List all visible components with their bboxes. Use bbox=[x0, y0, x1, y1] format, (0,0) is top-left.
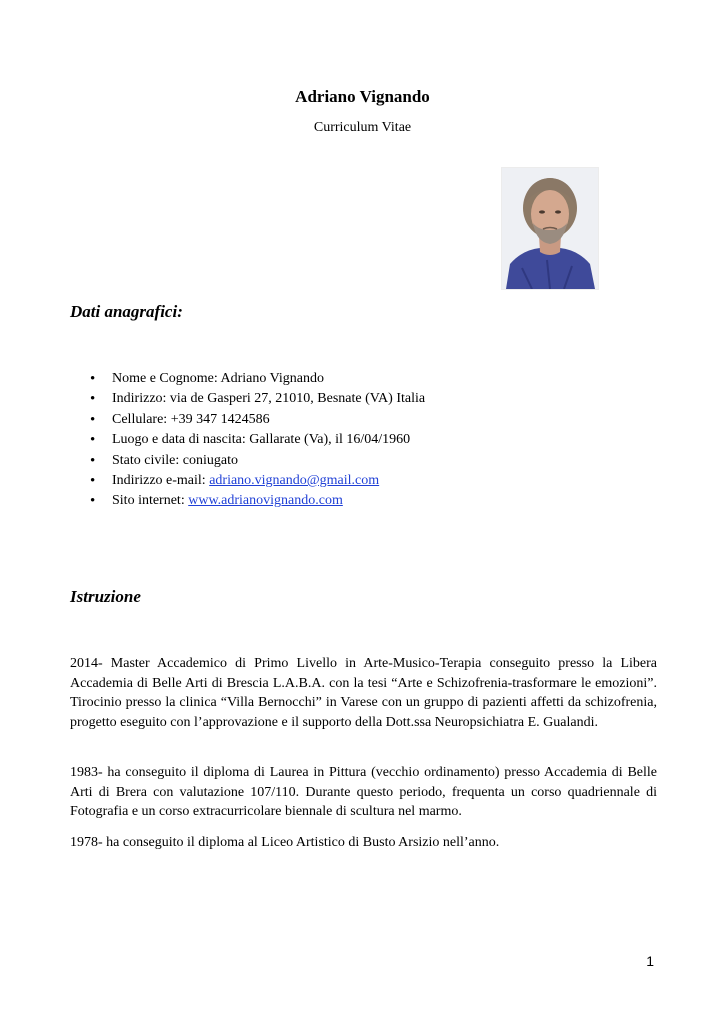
education-entry: 1978- ha conseguito il diploma al Liceo Artistico di Busto Arsizio nell’anno. bbox=[70, 835, 500, 850]
list-item-text: Luogo e data di nascita: Gallarate (Va), il 16/04/1960 bbox=[112, 432, 411, 448]
email-label: Indirizzo e-mail: bbox=[112, 473, 210, 489]
personal-details-list bbox=[70, 369, 425, 512]
list-item bbox=[70, 451, 425, 471]
list-item-text: Stato civile: coniugato bbox=[112, 452, 238, 468]
document-subtitle: Curriculum Vitae bbox=[313, 120, 412, 135]
education-entry: 1983- ha conseguito il diploma di Laurea in Pittura (vecchio ordinamento) presso Accademia di Belle Arti di Brera con valutazione 107/110. Durante questo periodo, frequenta un corso quadriennale di Fotografia e un corso extracurricolare biennale di scultura nel marmo. bbox=[70, 765, 657, 819]
list-item bbox=[70, 410, 425, 430]
page-number: 1 bbox=[646, 953, 654, 969]
document-title: Adriano Vignando bbox=[295, 87, 430, 106]
list-item-text: Nome e Cognome: Adriano Vignando bbox=[112, 371, 324, 386]
website-label: Sito internet: bbox=[112, 493, 189, 509]
section-heading-personal: Dati anagrafici: bbox=[70, 302, 183, 321]
email-link[interactable]: adriano.vignando@gmail.com bbox=[209, 473, 380, 489]
list-item bbox=[70, 369, 425, 389]
portrait-icon bbox=[502, 168, 598, 289]
list-item-text: Indirizzo: via de Gasperi 27, 21010, Besnate (VA) Italia bbox=[112, 391, 426, 407]
list-item-website bbox=[70, 491, 425, 511]
list-item-email bbox=[70, 471, 425, 491]
list-item bbox=[70, 430, 425, 450]
list-item bbox=[70, 389, 425, 409]
list-item-text: Cellulare: +39 347 1424586 bbox=[112, 411, 270, 427]
website-link[interactable]: www.adrianovignando.com bbox=[188, 493, 343, 509]
section-heading-education: Istruzione bbox=[70, 587, 141, 606]
portrait-photo bbox=[501, 167, 599, 290]
education-entry: 2014- Master Accademico di Primo Livello in Arte-Musico-Terapia conseguito presso la Libera Accademia di Belle Arti di Brescia L.A.B.A. con la tesi “Arte e Schizofrenia-trasformare le emozioni”. Tirocinio presso la clinica “Villa Bernocchi” in Varese con un gruppo di pazienti affetti da schizofrenia, progetto eseguito con l’approvazione e il supporto della Dott.ssa Neuropsichiatra E. Gualandi. bbox=[70, 656, 657, 730]
